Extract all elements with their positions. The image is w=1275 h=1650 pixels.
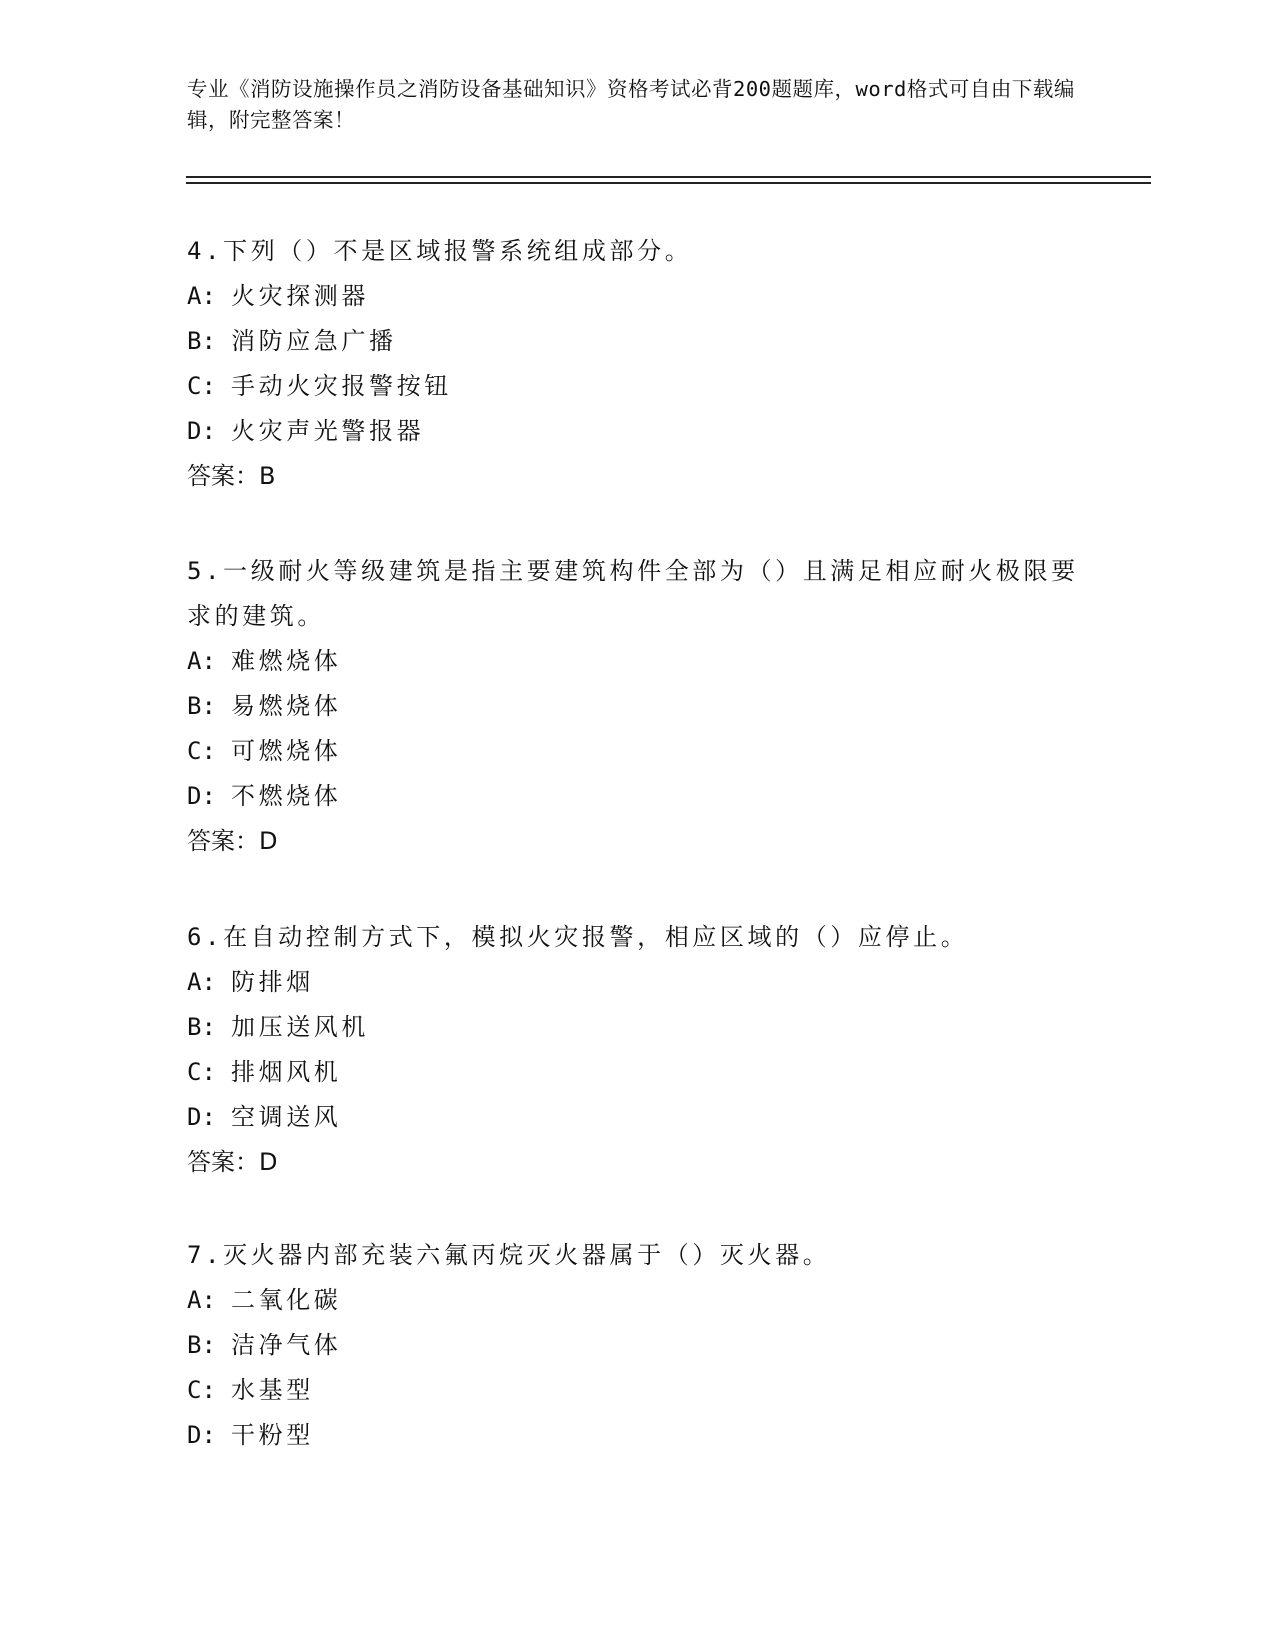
option-key: B: <box>187 692 216 720</box>
question-text: 4.下列（）不是区域报警系统组成部分。 <box>187 237 693 265</box>
question-4 <box>187 229 1087 499</box>
option-text: 手动火灾报警按钮 <box>231 372 452 400</box>
option-d <box>187 1095 1087 1140</box>
option-key: A: <box>187 282 216 310</box>
option-b <box>187 319 1087 364</box>
option-c <box>187 1050 1087 1095</box>
option-text: 火灾声光警报器 <box>231 417 425 445</box>
option-a <box>187 274 1087 319</box>
option-d <box>187 1413 1087 1458</box>
option-key: B: <box>187 1013 216 1041</box>
option-text: 可燃烧体 <box>231 737 342 765</box>
question-6 <box>187 915 1087 1185</box>
question-text: 5.一级耐火等级建筑是指主要建筑构件全部为（）且满足相应耐火极限要求的建筑。 <box>187 557 1079 630</box>
option-key: D: <box>187 417 216 445</box>
option-b <box>187 1005 1087 1050</box>
option-b <box>187 1323 1087 1368</box>
option-key: D: <box>187 782 216 810</box>
option-text: 二氧化碳 <box>231 1286 342 1314</box>
option-key: A: <box>187 968 216 996</box>
question-text: 7.灭火器内部充装六氟丙烷灭火器属于（）灭火器。 <box>187 1241 831 1269</box>
option-key: B: <box>187 1331 216 1359</box>
header-rule-top <box>186 176 1151 178</box>
option-text: 防排烟 <box>231 968 314 996</box>
answer-label: 答案：D <box>187 1148 278 1176</box>
option-a <box>187 639 1087 684</box>
option-key: C: <box>187 1376 216 1404</box>
option-d <box>187 409 1087 454</box>
option-d <box>187 774 1087 819</box>
header-rule-bottom <box>186 182 1151 184</box>
option-key: C: <box>187 372 216 400</box>
option-text: 加压送风机 <box>231 1013 369 1041</box>
option-text: 排烟风机 <box>231 1058 342 1086</box>
question-7 <box>187 1233 1087 1458</box>
option-key: C: <box>187 737 216 765</box>
option-text: 火灾探测器 <box>231 282 369 310</box>
option-text: 不燃烧体 <box>231 782 342 810</box>
option-c <box>187 1368 1087 1413</box>
option-key: A: <box>187 647 216 675</box>
option-text: 水基型 <box>231 1376 314 1404</box>
document-header: 专业《消防设施操作员之消防设备基础知识》资格考试必背200题题库，word格式可自由下载编辑，附完整答案！ <box>187 77 1075 132</box>
option-text: 消防应急广播 <box>231 327 397 355</box>
answer-label: 答案：D <box>187 827 278 855</box>
option-text: 洁净气体 <box>231 1331 342 1359</box>
option-key: A: <box>187 1286 216 1314</box>
option-c <box>187 729 1087 774</box>
option-text: 易燃烧体 <box>231 692 342 720</box>
option-key: B: <box>187 327 216 355</box>
option-c <box>187 364 1087 409</box>
answer-label: 答案：B <box>187 462 276 490</box>
option-key: D: <box>187 1103 216 1131</box>
option-b <box>187 684 1087 729</box>
question-5 <box>187 549 1087 864</box>
option-key: C: <box>187 1058 216 1086</box>
option-text: 空调送风 <box>231 1103 342 1131</box>
question-text: 6.在自动控制方式下，模拟火灾报警，相应区域的（）应停止。 <box>187 923 969 951</box>
option-key: D: <box>187 1421 216 1449</box>
option-a <box>187 1278 1087 1323</box>
option-a <box>187 960 1087 1005</box>
option-text: 难燃烧体 <box>231 647 342 675</box>
option-text: 干粉型 <box>231 1421 314 1449</box>
